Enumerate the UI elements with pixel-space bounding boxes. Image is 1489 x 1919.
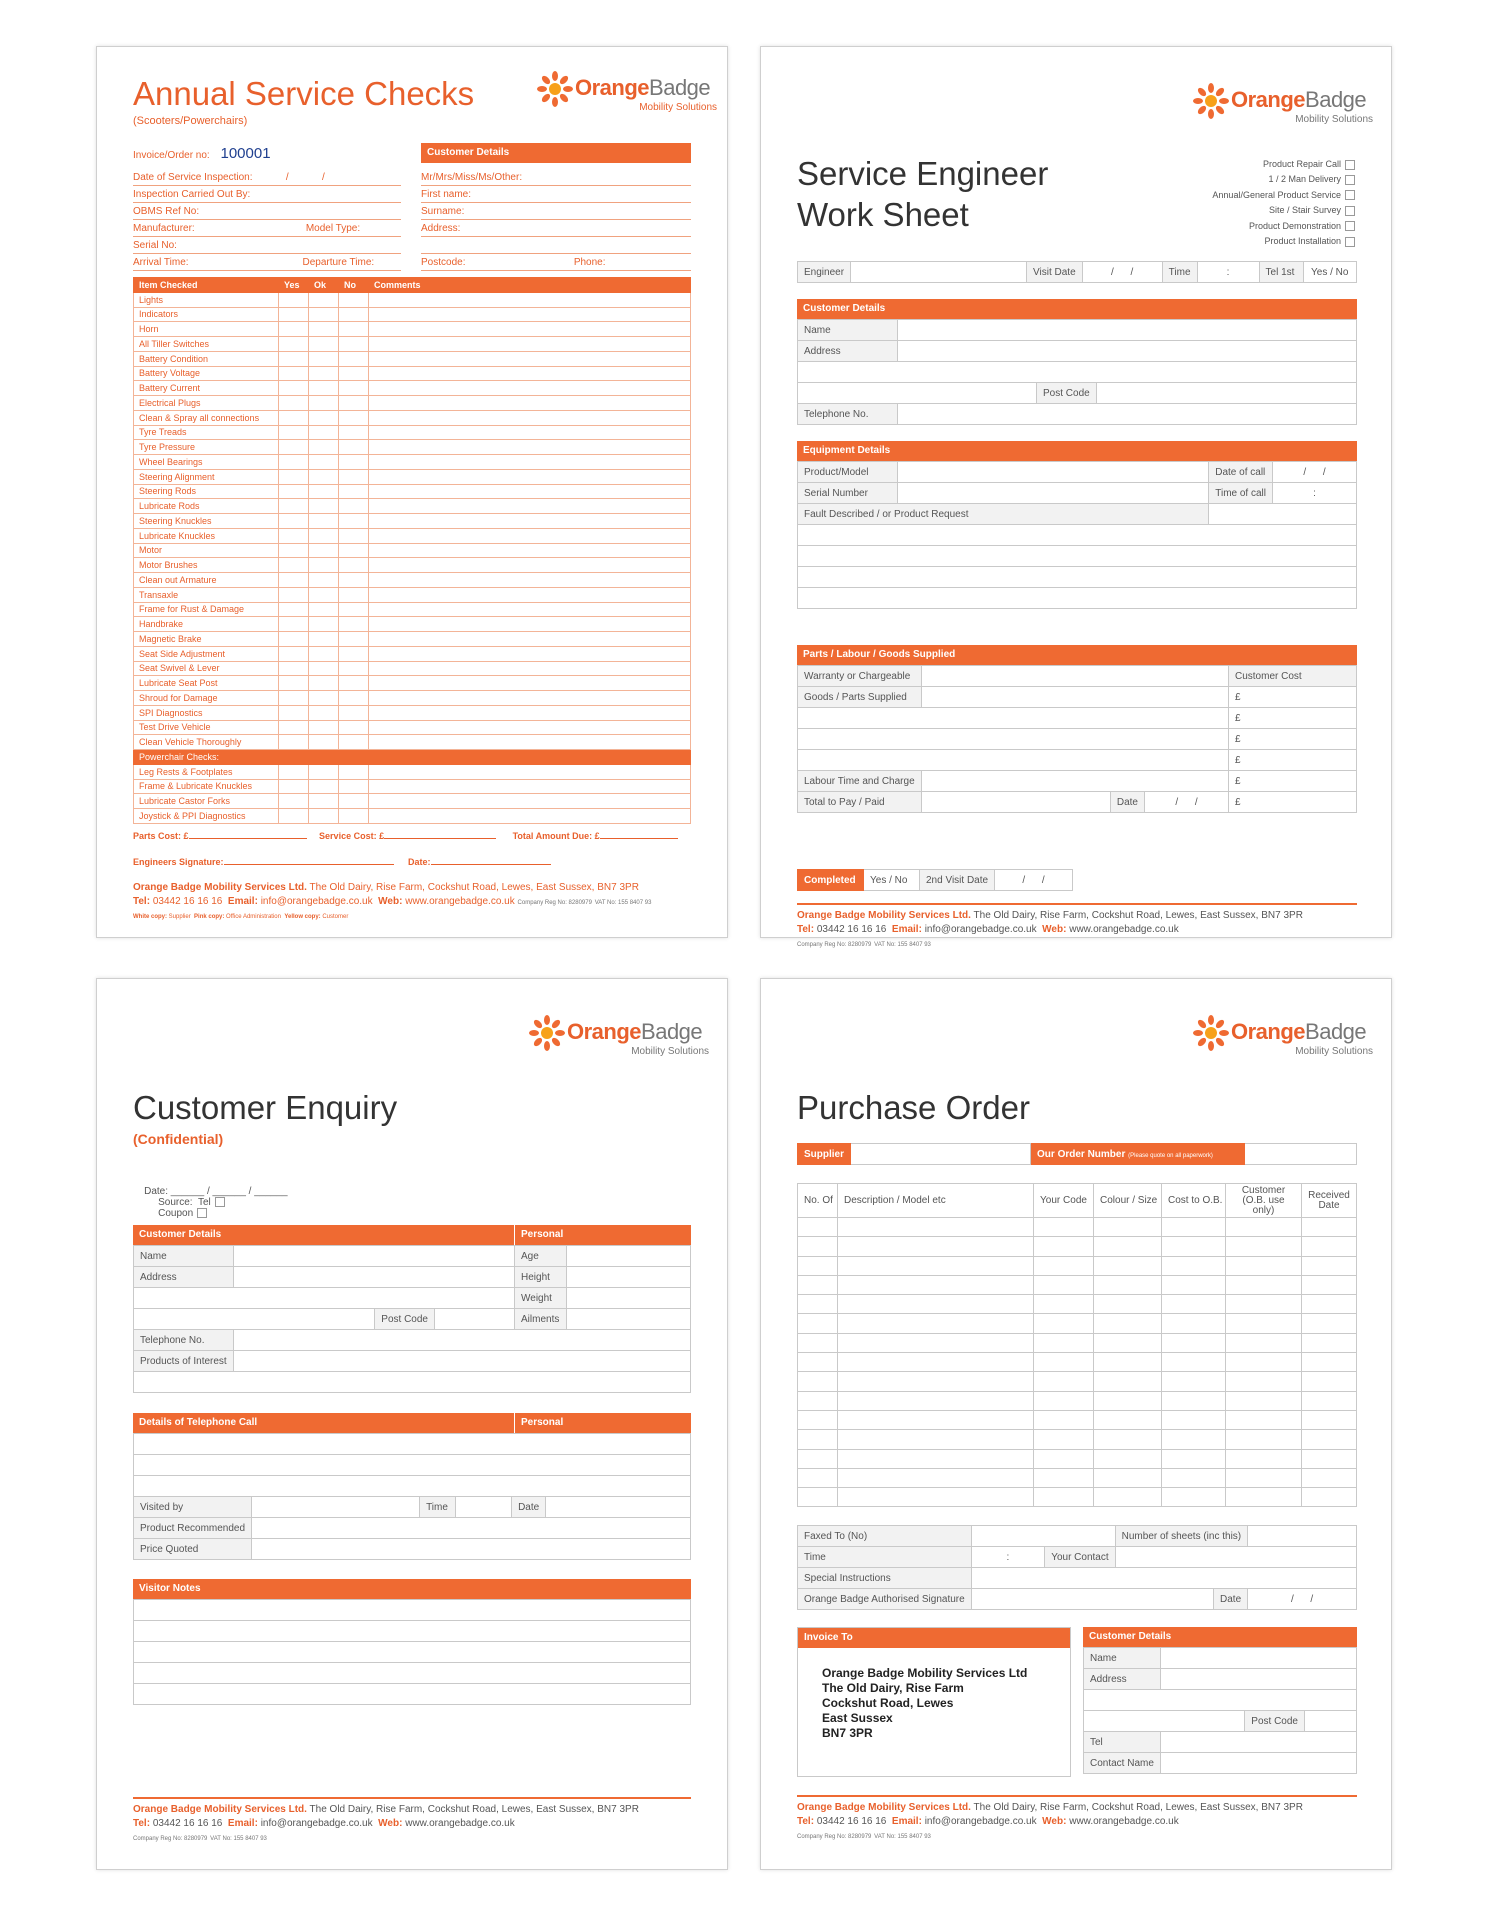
column-header: Ok bbox=[309, 278, 339, 293]
table-row bbox=[134, 425, 691, 440]
table-row bbox=[134, 809, 691, 824]
table-row bbox=[134, 469, 691, 484]
page-title: Purchase Order bbox=[797, 1089, 1030, 1126]
brand-logo: OrangeBadge Mobility Solutions bbox=[1193, 1015, 1373, 1065]
invoice-address: Orange Badge Mobility Services Ltd The Old Dairy, Rise Farm Cockshut Road, Lewes East Sussex BN7 3PR bbox=[822, 1666, 1028, 1740]
table-row bbox=[134, 676, 691, 691]
table-row bbox=[134, 617, 691, 632]
table-row bbox=[134, 337, 691, 352]
confidential-label: (Confidential) bbox=[133, 1131, 224, 1147]
column-header: No bbox=[339, 278, 369, 293]
sun-logo-icon bbox=[529, 1015, 565, 1051]
check-item: Electrical Plugs bbox=[134, 396, 279, 411]
footer: Orange Badge Mobility Services Ltd. The Old Dairy, Rise Farm, Cockshut Road, Lewes, East Sussex, BN7 3PR Tel: 03442 16 16 16 Email: info@orangebadge.co.uk Web: www.orangebadge.co.uk Company Reg No: 8280979 VAT No: 155 8407 93 bbox=[797, 903, 1357, 952]
table-row bbox=[134, 573, 691, 588]
service-type-options: Product Repair Call 1 / 2 Man Delivery Annual/General Product Service Site / Stair Survey Product Demonstration Product Installation bbox=[1115, 157, 1355, 249]
check-item: Clean out Armature bbox=[134, 573, 279, 588]
table-row bbox=[134, 587, 691, 602]
footer: Orange Badge Mobility Services Ltd. The Old Dairy, Rise Farm, Cockshut Road, Lewes, East Sussex, BN7 3PR Tel: 03442 16 16 16 Email: info@orangebadge.co.uk Web: www.orangebadge.co.uk Company Reg No: 8280979 VAT No: 155 8407 93 bbox=[133, 1797, 691, 1846]
powerchair-header: Powerchair Checks: bbox=[134, 750, 691, 765]
check-item: Tyre Treads bbox=[134, 425, 279, 440]
table-row bbox=[134, 602, 691, 617]
parts-labour-section: Parts / Labour / Goods Supplied Warranty or Chargeable Customer Cost Goods / Parts Supplied £ £ £ £ Labour Time and Charge £ Total to Pay / Paid Date / / £ bbox=[797, 645, 1357, 813]
table-row bbox=[134, 499, 691, 514]
telephone-call-section: Details of Telephone Call Personal Visited by Time Date Product Recommended Price Quoted bbox=[133, 1413, 691, 1560]
check-item: SPI Diagnostics bbox=[134, 705, 279, 720]
table-row bbox=[798, 1410, 1357, 1429]
check-item: Steering Rods bbox=[134, 484, 279, 499]
check-item: Test Drive Vehicle bbox=[134, 720, 279, 735]
customer-details-header: Customer Details bbox=[421, 143, 691, 163]
checkbox[interactable] bbox=[1345, 221, 1355, 231]
table-row bbox=[798, 1218, 1357, 1237]
check-item: Lubricate Knuckles bbox=[134, 528, 279, 543]
check-item: Lights bbox=[134, 292, 279, 307]
customer-details-section: Customer Details Personal Name Age Address Height Weight Post Code Ailments Telephone No. Products of Interest bbox=[133, 1225, 691, 1393]
table-row bbox=[798, 1353, 1357, 1372]
check-item: Shroud for Damage bbox=[134, 691, 279, 706]
table-row bbox=[134, 514, 691, 529]
check-item: Clean Vehicle Thoroughly bbox=[134, 735, 279, 750]
check-item: Battery Condition bbox=[134, 351, 279, 366]
service-engineer-sheet bbox=[760, 46, 1392, 948]
check-item: Motor bbox=[134, 543, 279, 558]
table-row bbox=[134, 381, 691, 396]
check-item: Motor Brushes bbox=[134, 558, 279, 573]
footer: Orange Badge Mobility Services Ltd. The Old Dairy, Rise Farm, Cockshut Road, Lewes, East Sussex, BN7 3PR Tel: 03442 16 16 16 Email: info@orangebadge.co.uk Web: www.orangebadge.co.uk Company Reg No: 8280979 VAT No: 155 8407 93 White copy: Supplier Pink copy: Office Administration Yellow copy: Customer bbox=[133, 882, 652, 920]
table-row bbox=[134, 735, 691, 750]
fax-details-table: Faxed To (No) Number of sheets (inc this) Time : Your Contact Special Instructions Orange Badge Authorised Signature Date / / bbox=[797, 1525, 1357, 1610]
table-row bbox=[134, 307, 691, 322]
check-item: Transaxle bbox=[134, 587, 279, 602]
column-header: Yes bbox=[279, 278, 309, 293]
check-item: Lubricate Rods bbox=[134, 499, 279, 514]
table-row bbox=[134, 705, 691, 720]
table-row bbox=[134, 322, 691, 337]
service-left-fields: Date of Service Inspection: / / Inspection Carried Out By: OBMS Ref No: Manufacturer: Model Type: Serial No: Arrival Time: Departure Time: bbox=[133, 169, 401, 271]
invoice-to-box: Invoice To Orange Badge Mobility Services Ltd The Old Dairy, Rise Farm Cockshut Road, Lewes East Sussex BN7 3PR bbox=[797, 1627, 1071, 1777]
table-row bbox=[134, 632, 691, 647]
purchase-order-sheet bbox=[760, 978, 1392, 1870]
equipment-details-section: Equipment Details Product/Model Date of call / / Serial Number Time of call : Fault Described / or Product Request bbox=[797, 441, 1357, 609]
table-row bbox=[134, 528, 691, 543]
table-row bbox=[134, 750, 691, 765]
table-row bbox=[134, 440, 691, 455]
signature-line: Engineers Signature: Date: bbox=[133, 857, 551, 867]
column-header: Comments bbox=[369, 278, 691, 293]
coupon-checkbox[interactable] bbox=[197, 1208, 207, 1218]
check-item: Wheel Bearings bbox=[134, 455, 279, 470]
customer-enquiry-sheet bbox=[96, 978, 728, 1870]
page-subtitle: (Scooters/Powerchairs) bbox=[133, 115, 248, 127]
annual-service-checks-sheet bbox=[96, 46, 728, 938]
table-row bbox=[798, 1430, 1357, 1449]
check-item: Clean & Spray all connections bbox=[134, 410, 279, 425]
check-item: Leg Rests & Footplates bbox=[134, 764, 279, 779]
invoice-number: 100001 bbox=[220, 145, 271, 162]
table-row bbox=[134, 558, 691, 573]
check-item: All Tiller Switches bbox=[134, 337, 279, 352]
brand-logo: OrangeBadge Mobility Solutions bbox=[537, 71, 717, 121]
check-item: Joystick & PPI Diagnostics bbox=[134, 809, 279, 824]
table-row bbox=[134, 410, 691, 425]
sun-logo-icon bbox=[1193, 83, 1229, 119]
table-row bbox=[798, 1314, 1357, 1333]
date-source-line: Date: ______ / ______ / ______ Source: Tel Coupon bbox=[144, 1186, 288, 1219]
check-item: Seat Swivel & Lever bbox=[134, 661, 279, 676]
brand-logo: OrangeBadge Mobility Solutions bbox=[1193, 83, 1373, 133]
order-lines-table: No. Of Description / Model etc Your Code Colour / Size Cost to O.B. Customer (O.B. use only) Received Date bbox=[797, 1183, 1357, 1507]
checks-table bbox=[133, 277, 691, 824]
table-row bbox=[798, 1391, 1357, 1410]
table-row bbox=[134, 720, 691, 735]
table-row bbox=[134, 691, 691, 706]
table-row bbox=[134, 764, 691, 779]
table-row bbox=[134, 292, 691, 307]
table-row bbox=[134, 543, 691, 558]
check-item: Steering Knuckles bbox=[134, 514, 279, 529]
table-row bbox=[134, 455, 691, 470]
completed-row: Completed Yes / No 2nd Visit Date / / bbox=[797, 869, 1073, 891]
page-title: Customer Enquiry bbox=[133, 1089, 398, 1126]
table-row bbox=[134, 351, 691, 366]
check-item: Battery Voltage bbox=[134, 366, 279, 381]
check-item: Indicators bbox=[134, 307, 279, 322]
checkbox[interactable] bbox=[1345, 206, 1355, 216]
po-customer-details: Customer Details Name Address Post Code Tel Contact Name bbox=[1083, 1627, 1357, 1774]
sun-logo-icon bbox=[537, 71, 573, 107]
check-item: Steering Alignment bbox=[134, 469, 279, 484]
check-item: Lubricate Castor Forks bbox=[134, 794, 279, 809]
check-item: Magnetic Brake bbox=[134, 632, 279, 647]
table-row bbox=[798, 1275, 1357, 1294]
checkbox[interactable] bbox=[1345, 175, 1355, 185]
customer-details-section: Customer Details Name Address Post Code Telephone No. bbox=[797, 299, 1357, 425]
visitor-notes-section: Visitor Notes bbox=[133, 1579, 691, 1705]
table-row bbox=[798, 1333, 1357, 1352]
cost-line: Parts Cost: £ Service Cost: £ Total Amount Due: £ bbox=[133, 831, 691, 841]
check-item: Tyre Pressure bbox=[134, 440, 279, 455]
column-header: Item Checked bbox=[134, 278, 279, 293]
check-item: Battery Current bbox=[134, 381, 279, 396]
table-row bbox=[798, 1237, 1357, 1256]
page-title: Annual Service Checks bbox=[133, 75, 475, 112]
check-item: Seat Side Adjustment bbox=[134, 646, 279, 661]
table-row bbox=[134, 366, 691, 381]
invoice-label: Invoice/Order no: 100001 bbox=[133, 145, 271, 162]
checkbox[interactable] bbox=[1345, 160, 1355, 170]
sun-logo-icon bbox=[1193, 1015, 1229, 1051]
table-row bbox=[134, 661, 691, 676]
table-row bbox=[798, 1256, 1357, 1275]
footer: Orange Badge Mobility Services Ltd. The Old Dairy, Rise Farm, Cockshut Road, Lewes, East Sussex, BN7 3PR Tel: 03442 16 16 16 Email: info@orangebadge.co.uk Web: www.orangebadge.co.uk Company Reg No: 8280979 VAT No: 155 8407 93 bbox=[797, 1795, 1357, 1844]
table-row bbox=[798, 1488, 1357, 1507]
table-row bbox=[798, 1449, 1357, 1468]
check-item: Horn bbox=[134, 322, 279, 337]
check-item: Lubricate Seat Post bbox=[134, 676, 279, 691]
table-row bbox=[134, 278, 691, 293]
table-row bbox=[134, 794, 691, 809]
checkbox[interactable] bbox=[1345, 190, 1355, 200]
page-title: Service Engineer Work Sheet bbox=[797, 155, 1049, 233]
table-row bbox=[798, 1372, 1357, 1391]
tel-checkbox[interactable] bbox=[215, 1197, 225, 1207]
check-item: Handbrake bbox=[134, 617, 279, 632]
checkbox[interactable] bbox=[1345, 237, 1355, 247]
table-row bbox=[134, 396, 691, 411]
supplier-row: Supplier Our Order Number (Please quote on all paperwork) bbox=[797, 1143, 1357, 1165]
service-customer-fields: Customer Details Mr/Mrs/Miss/Ms/Other: First name: Surname: Address: Postcode: Phone: bbox=[421, 143, 691, 271]
brand-sub: Mobility Solutions bbox=[639, 102, 717, 113]
table-row bbox=[134, 484, 691, 499]
visit-row: Engineer Visit Date / / Time : Tel 1st Yes / No bbox=[797, 261, 1357, 283]
brand-logo: OrangeBadge Mobility Solutions bbox=[529, 1015, 709, 1065]
table-row bbox=[798, 1295, 1357, 1314]
check-item: Frame for Rust & Damage bbox=[134, 602, 279, 617]
check-item: Frame & Lubricate Knuckles bbox=[134, 779, 279, 794]
table-row bbox=[134, 646, 691, 661]
table-row bbox=[134, 779, 691, 794]
table-row bbox=[798, 1468, 1357, 1487]
